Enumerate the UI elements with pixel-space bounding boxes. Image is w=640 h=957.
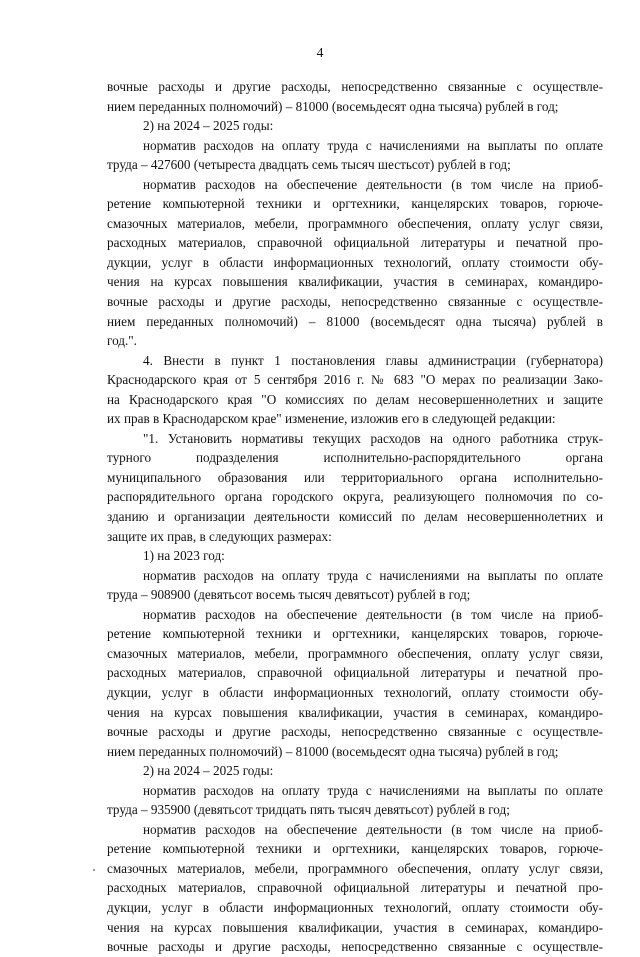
text-line: ретение компьютерной техники и оргтехники, канцелярских товаров, горюче- xyxy=(107,626,603,642)
text-line: ретение компьютерной техники и оргтехники, канцелярских товаров, горюче- xyxy=(107,196,603,212)
text-line: ретение компьютерной техники и оргтехники, канцелярских товаров, горюче- xyxy=(107,841,603,857)
text-line: нием переданных полномочий) – 81000 (восемьдесят одна тысяча) рублей в год; xyxy=(107,98,559,114)
text-line: Краснодарского края от 5 сентября 2016 г. № 683 "О мерах по реализации Зако- xyxy=(107,372,603,388)
text-line: норматив расходов на обеспечение деятельности (в том числе на приоб- xyxy=(143,821,603,837)
text-line: вочные расходы и другие расходы, непосредственно связанные с осуществле- xyxy=(107,939,603,955)
text-line: дукции, услуг в области информационных технологий, оплату стоимости обу- xyxy=(107,899,603,915)
text-line: вочные расходы и другие расходы, непосредственно связанные с осуществле- xyxy=(107,79,603,94)
text-line: распорядительного органа городского округа, реализующего полномочия по со- xyxy=(107,489,603,505)
text-line: труда – 427600 (четыреста двадцать семь тысяч шестьсот) рублей в год; xyxy=(107,157,511,173)
text-line: муниципального образования или территориального органа исполнительно- xyxy=(107,469,603,485)
text-line: 2) на 2024 – 2025 годы: xyxy=(143,118,274,134)
text-line: на Краснодарского края "О комиссиях по делам несовершеннолетних и защите xyxy=(107,391,603,407)
text-line: расходных материалов, справочной официальной литературы и печатной про- xyxy=(107,665,603,681)
text-line: 4. Внести в пункт 1 постановления главы администрации (губернатора) xyxy=(143,352,603,368)
text-line: турного подразделения исполнительно-распорядительного органа xyxy=(107,450,603,466)
text-line: труда – 935900 (девятьсот тридцать пять тысяч девятьсот) рублей в год; xyxy=(107,802,510,818)
text-line: чения на курсах повышения квалификации, участия в семинарах, командиро- xyxy=(107,919,603,935)
text-line: год.". xyxy=(107,333,137,349)
text-line: смазочных материалов, мебели, программного обеспечения, оплату услуг связи, xyxy=(107,645,603,661)
text-line: вочные расходы и другие расходы, непосредственно связанные с осуществле- xyxy=(107,294,603,310)
text-line: расходных материалов, справочной официальной литературы и печатной про- xyxy=(107,235,603,251)
text-line: 1) на 2023 год: xyxy=(143,548,225,564)
text-line: чения на курсах повышения квалификации, участия в семинарах, командиро- xyxy=(107,274,603,290)
text-line: норматив расходов на оплату труда с начислениями на выплаты по оплате xyxy=(143,137,603,153)
page-number: 4 xyxy=(316,45,324,60)
text-line: дукции, услуг в области информационных технологий, оплату стоимости обу- xyxy=(107,684,603,700)
text-line: зданию и организации деятельности комиссий по делам несовершеннолетних и xyxy=(107,509,603,525)
document-body xyxy=(107,77,603,957)
text-line: труда – 908900 (девятьсот восемь тысяч девятьсот) рублей в год; xyxy=(107,587,471,603)
text-line: "1. Установить нормативы текущих расходов на одного работника струк- xyxy=(143,430,603,446)
scan-artifact-dot xyxy=(93,869,95,871)
text-line: смазочных материалов, мебели, программного обеспечения, оплату услуг связи, xyxy=(107,860,603,876)
text-line: норматив расходов на обеспечение деятельности (в том числе на приоб- xyxy=(143,176,603,192)
text-line: защите их прав, в следующих размерах: xyxy=(107,528,332,544)
text-line: нием переданных полномочий) – 81000 (восемьдесят одна тысяча) рублей в xyxy=(107,313,603,329)
text-line: расходных материалов, справочной официальной литературы и печатной про- xyxy=(107,880,603,896)
text-line: норматив расходов на оплату труда с начислениями на выплаты по оплате xyxy=(143,567,603,583)
text-line: их прав в Краснодарском крае" изменение, изложив его в следующей редакции: xyxy=(107,411,556,427)
text-line: 2) на 2024 – 2025 годы: xyxy=(143,763,274,779)
text-line: дукции, услуг в области информационных технологий, оплату стоимости обу- xyxy=(107,254,603,270)
text-line: норматив расходов на обеспечение деятельности (в том числе на приоб- xyxy=(143,606,603,622)
text-line: чения на курсах повышения квалификации, участия в семинарах, командиро- xyxy=(107,704,603,720)
text-line: нием переданных полномочий) – 81000 (восемьдесят одна тысяча) рублей в год; xyxy=(107,743,559,759)
text-line: норматив расходов на оплату труда с начислениями на выплаты по оплате xyxy=(143,782,603,798)
text-line: смазочных материалов, мебели, программного обеспечения, оплату услуг связи, xyxy=(107,215,603,231)
text-line: вочные расходы и другие расходы, непосредственно связанные с осуществле- xyxy=(107,724,603,740)
